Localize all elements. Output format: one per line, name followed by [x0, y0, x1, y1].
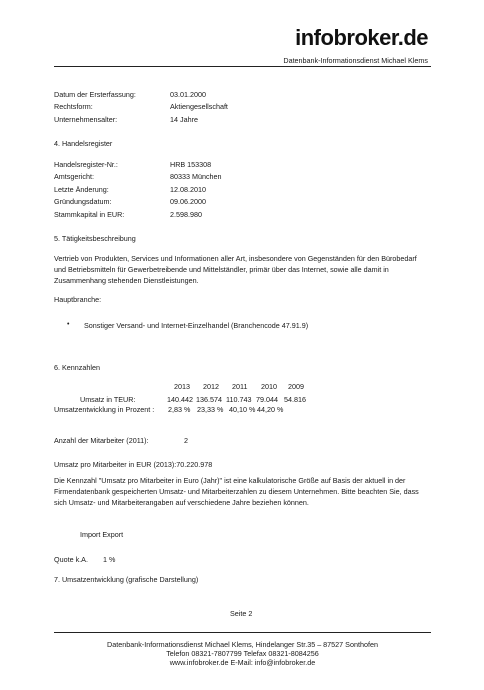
- footer-web: www.infobroker.de E-Mail: info@infobroker.de: [169, 658, 316, 667]
- growth-value: 40,10 %: [229, 405, 256, 414]
- growth-value: 2,83 %: [168, 405, 191, 414]
- revenue-value: 54.816: [284, 395, 306, 404]
- revenue-per-employee: Umsatz pro Mitarbeiter in EUR (2013):70.220.978: [54, 460, 213, 469]
- register-value-court: 80333 München: [170, 172, 222, 181]
- quota-label: Quote k.A.: [54, 555, 88, 564]
- employees-label: Anzahl der Mitarbeiter (2011):: [54, 436, 149, 445]
- info-value-legal-form: Aktiengesellschaft: [170, 102, 228, 111]
- section-5-title: 5. Tätigkeitsbeschreibung: [54, 234, 136, 243]
- register-value-nr: HRB 153308: [170, 160, 212, 169]
- year-header: 2013: [174, 382, 190, 391]
- section-6-title: 6. Kennzahlen: [54, 363, 100, 372]
- register-value-capital: 2.598.980: [170, 210, 202, 219]
- revenue-value: 136.574: [196, 395, 222, 404]
- header-divider: [54, 66, 431, 67]
- import-export-label: Import Export: [80, 530, 124, 539]
- logo-part1: info: [295, 25, 334, 50]
- growth-label: Umsatzentwicklung in Prozent :: [54, 405, 155, 414]
- register-label-court: Amtsgericht:: [54, 172, 94, 181]
- register-label-last-change: Letzte Änderung:: [54, 185, 109, 194]
- footer-divider: [54, 632, 431, 633]
- header-tagline: Datenbank-Informationsdienst Michael Klems: [283, 56, 428, 65]
- bullet-icon: •: [67, 321, 70, 328]
- main-branch-label: Hauptbranche:: [54, 295, 102, 304]
- year-header: 2012: [203, 382, 219, 391]
- footer-phone: Telefon 08321-7807799 Telefax 08321-8084256: [166, 649, 319, 658]
- section-4-title: 4. Handelsregister: [54, 139, 113, 148]
- year-header: 2010: [261, 382, 277, 391]
- logo-part2: broker.de: [333, 25, 428, 50]
- page-number: Seite 2: [230, 609, 253, 618]
- register-value-founding: 09.06.2000: [170, 197, 206, 206]
- info-label-date: Datum der Ersterfassung:: [54, 90, 136, 99]
- info-value-date: 03.01.2000: [170, 90, 206, 99]
- register-label-capital: Stammkapital in EUR:: [54, 210, 125, 219]
- footer-address: Datenbank-Informationsdienst Michael Klems, Hindelanger Str.35 – 87527 Sonthofen: [107, 640, 378, 649]
- revenue-value: 110.743: [226, 395, 252, 404]
- revenue-value: 79.044: [256, 395, 278, 404]
- infobroker-logo: [295, 27, 428, 49]
- quota-value: 1 %: [103, 555, 116, 564]
- year-header: 2009: [288, 382, 304, 391]
- register-value-last-change: 12.08.2010: [170, 185, 206, 194]
- revenue-label: Umsatz in TEUR:: [80, 395, 136, 404]
- register-label-nr: Handelsregister-Nr.:: [54, 160, 118, 169]
- revenue-value: 140.442: [167, 395, 193, 404]
- info-label-company-age: Unternehmensalter:: [54, 115, 118, 124]
- branch-item: Sonstiger Versand- und Internet-Einzelhandel (Branchencode 47.91.9): [84, 321, 309, 330]
- register-label-founding: Gründungsdatum:: [54, 197, 112, 206]
- activity-description: Vertrieb von Produkten, Services und Informationen aller Art, insbesondere von Gegenständen für den Bürobedarf und Betriebsmitteln für Gewerbetreibende und Mittelständler, primär über das Internet, sowie alle damit in Zusammenhang stehenden Dienstleistungen.: [54, 254, 417, 285]
- employees-value: 2: [184, 436, 188, 445]
- growth-value: 44,20 %: [257, 405, 284, 414]
- growth-value: 23,33 %: [197, 405, 224, 414]
- year-header: 2011: [232, 382, 248, 391]
- info-label-legal-form: Rechtsform:: [54, 102, 93, 111]
- kpi-note: Die Kennzahl "Umsatz pro Mitarbeiter in Euro (Jahr)" ist eine kalkulatorische Größe auf Basis der aktuell in der Firmendatenbank gespeicherten Umsatz- und Mitarbeiterzahlen zu diesem Unternehmen. Bitte beachten Sie, dass sich Umsatz- und Mitarbeiterangaben auf verschiedene Jahre beziehen können.: [54, 476, 419, 507]
- info-value-company-age: 14 Jahre: [170, 115, 198, 124]
- section-7-title: 7. Umsatzentwicklung (grafische Darstellung): [54, 575, 199, 584]
